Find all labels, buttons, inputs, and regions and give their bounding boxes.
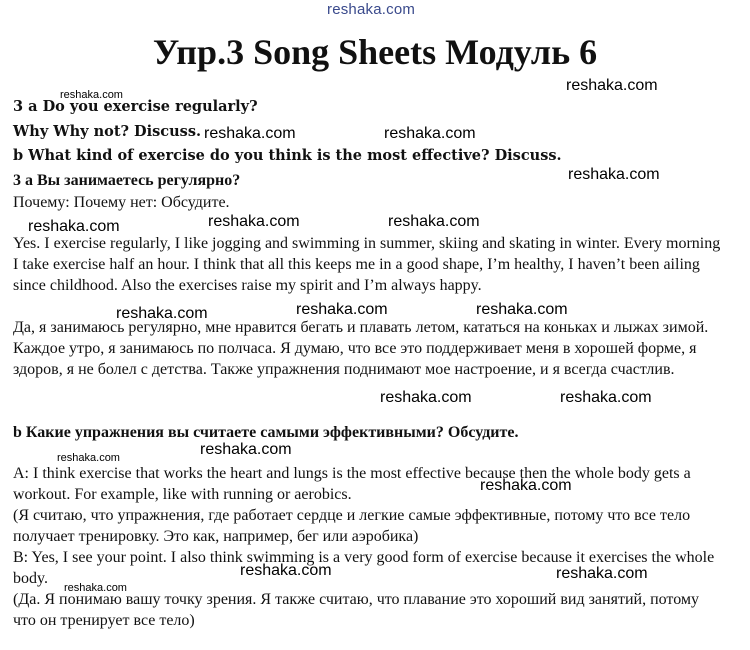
dialogue-b-russian: (Да. Я понимаю вашу точку зрения. Я также считаю, что плавание это хороший вид занятий, потому что он тренирует все тело) [13, 591, 700, 629]
watermark: reshaka.com [240, 562, 332, 579]
watermark: reshaka.com [28, 218, 120, 235]
watermark: reshaka.com [116, 305, 208, 322]
watermark: reshaka.com [384, 125, 476, 142]
watermark: reshaka.com [388, 213, 480, 230]
answer-a-english: Yes. I exercise regularly, I like jogging and swimming in summer, skiing and skating in winter. Every morning I take exercise half an hour. I think that all this keeps me in a good shape, I’m healthy, I haven’t been ailing since childhood. Also the exercises raise my spirit and I’m always happy. [13, 235, 721, 294]
question-3a-en: 3 a Do you exercise regularly? [13, 98, 258, 115]
dialogue-a-english: A: I think exercise that works the heart and lungs is the most effective because then the whole body gets a workout. For example, like with running or aerobics. [13, 465, 691, 503]
question-3a-ru: 3 а Вы занимаетесь регулярно? [13, 172, 241, 189]
watermark-small: reshaka.com [64, 582, 127, 594]
site-header-link[interactable]: reshaka.com [327, 1, 416, 18]
watermark: reshaka.com [480, 477, 572, 494]
dialogue-b-english: B: Yes, I see your point. I also think swimming is a very good form of exercise because it exercises the whole body. [13, 549, 715, 587]
question-3a-en-followup: Why Why not? Discuss. [13, 123, 202, 140]
watermark: reshaka.com [556, 565, 648, 582]
watermark: reshaka.com [476, 301, 568, 318]
question-3b-en: b What kind of exercise do you think is the most effective? Discuss. [13, 147, 562, 164]
watermark: reshaka.com [208, 213, 300, 230]
question-3a-ru-followup: Почему: Почему нет: Обсудите. [13, 194, 230, 211]
question-3b-ru: b Какие упражнения вы считаете самыми эффективными? Обсудите. [13, 424, 519, 441]
watermark: reshaka.com [560, 389, 652, 406]
page-title: Упр.3 Song Sheets Модуль 6 [152, 32, 598, 72]
watermark: reshaka.com [200, 441, 292, 458]
watermark: reshaka.com [568, 166, 660, 183]
watermark: reshaka.com [204, 125, 296, 142]
answer-a-russian: Да, я занимаюсь регулярно, мне нравится бегать и плавать летом, кататься на коньках и лыжах зимой. Каждое утро, я занимаюсь по полчаса. Я думаю, что все это поддерживает меня в хорошей форме, я здоров, я не болел с детства. Также упражнения поднимают мое настроение, и я всегда счастлив. [13, 319, 709, 378]
watermark: reshaka.com [566, 77, 658, 94]
watermark-small: reshaka.com [57, 452, 120, 464]
dialogue-a-russian: (Я считаю, что упражнения, где работает сердце и легкие самые эффективные, потому что все тело получает тренировку. Это как, например, бег или аэробика) [13, 507, 691, 545]
watermark-small: reshaka.com [60, 89, 123, 101]
watermark: reshaka.com [380, 389, 472, 406]
watermark: reshaka.com [296, 301, 388, 318]
